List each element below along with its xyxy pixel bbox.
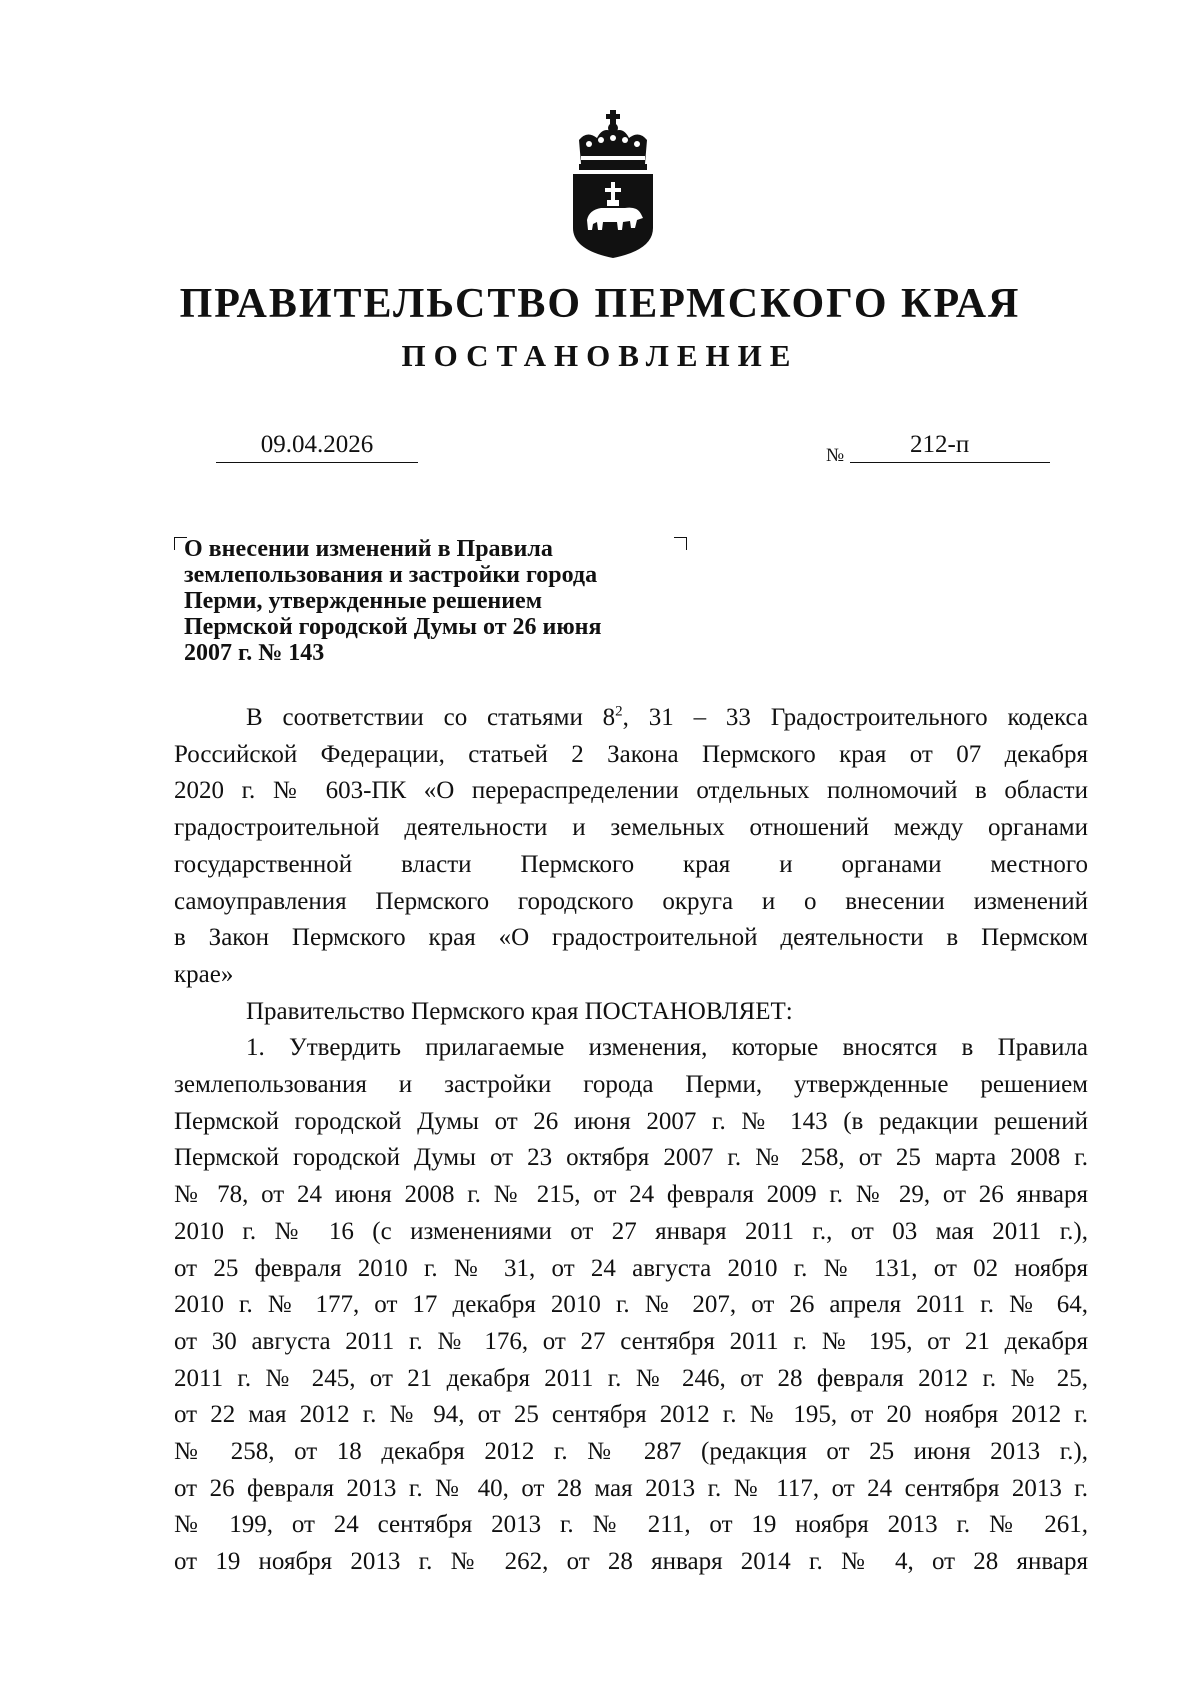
preamble-line: крае» (174, 960, 234, 988)
document-number: 212-п (910, 431, 970, 458)
preamble-line: самоуправления Пермского городского округа и о внесении изменений (174, 887, 1088, 915)
decree-statement: Правительство Пермского края ПОСТАНОВЛЯЕТ: (246, 997, 793, 1025)
clause-line: от 30 августа 2011 г. № 176, от 27 сентября 2011 г. № 195, от 21 декабря (174, 1327, 1088, 1355)
document-type: ПОСТАНОВЛЕНИЕ (401, 338, 799, 373)
government-title: ПРАВИТЕЛЬСТВО ПЕРМСКОГО КРАЯ (179, 281, 1021, 327)
clause-line: Пермской городской Думы от 23 октября 2007 г. № 258, от 25 марта 2008 г. (174, 1144, 1088, 1172)
clause-1 (174, 1030, 1088, 1581)
clause-line: № 78, от 24 июня 2008 г. № 215, от 24 февраля 2009 г. № 29, от 26 января (174, 1181, 1088, 1209)
clause-line: 2010 г. № 16 (с изменениями от 27 января 2011 г., от 03 мая 2011 г.), (174, 1217, 1088, 1245)
clause-line: 2011 г. № 245, от 21 декабря 2011 г. № 246, от 28 февраля 2012 г. № 25, (174, 1364, 1088, 1392)
preamble-line: В соответствии со статьями $8^2$, 31 – 33 Градостроительного кодекса (246, 703, 1088, 731)
document-body (174, 700, 1088, 1581)
superscript: 2 (615, 703, 623, 720)
preamble-line: государственной власти Пермского края и органами местного (174, 850, 1088, 878)
preamble-line: 2020 г. № 603-ПК «О перераспределении отдельных полномочий в области (174, 777, 1088, 805)
subject-line: Перми, утвержденные решением (184, 588, 543, 614)
document-subject (184, 536, 704, 666)
preamble-line: в Закон Пермского края «О градостроительной деятельности в Пермском (174, 924, 1088, 952)
subject-line: О внесении изменений в Правила (184, 536, 553, 562)
perm-krai-coat-of-arms-icon (567, 108, 659, 260)
clause-line: 1. Утвердить прилагаемые изменения, которые вносятся в Правила (246, 1034, 1088, 1062)
clause-line: Пермской городской Думы от 26 июня 2007 г. № 143 (в редакции решений (174, 1107, 1088, 1135)
clause-line: от 19 ноября 2013 г. № 262, от 28 января 2014 г. № 4, от 28 января (174, 1548, 1088, 1576)
clause-line: 2010 г. № 177, от 17 декабря 2010 г. № 207, от 26 апреля 2011 г. № 64, (174, 1291, 1088, 1319)
subject-line: 2007 г. № 143 (184, 640, 325, 666)
clause-line: от 22 мая 2012 г. № 94, от 25 сентября 2012 г. № 195, от 20 ноября 2012 г. (174, 1401, 1088, 1429)
clause-line: землепользования и застройки города Перми, утвержденные решением (174, 1071, 1088, 1099)
clause-line: № 199, от 24 сентября 2013 г. № 211, от 19 ноября 2013 г. № 261, (174, 1511, 1088, 1539)
preamble-line: Российской Федерации, статьей 2 Закона Пермского края от 07 декабря (174, 740, 1088, 768)
preamble-line: градостроительной деятельности и земельных отношений между органами (174, 814, 1088, 842)
subject-line: землепользования и застройки города (184, 562, 598, 588)
clause-line: от 26 февраля 2013 г. № 40, от 28 мая 2013 г. № 117, от 24 сентября 2013 г. (174, 1474, 1088, 1502)
document-date: 09.04.2026 (216, 428, 418, 463)
number-sign: № (826, 445, 845, 466)
clause-line: № 258, от 18 декабря 2012 г. № 287 (редакция от 25 июня 2013 г.), (174, 1438, 1088, 1466)
clause-line: от 25 февраля 2010 г. № 31, от 24 августа 2010 г. № 131, от 02 ноября (174, 1254, 1088, 1282)
document-number-field (850, 428, 1050, 463)
subject-line: Пермской городской Думы от 26 июня (184, 614, 602, 640)
preamble-paragraph (174, 700, 1088, 994)
